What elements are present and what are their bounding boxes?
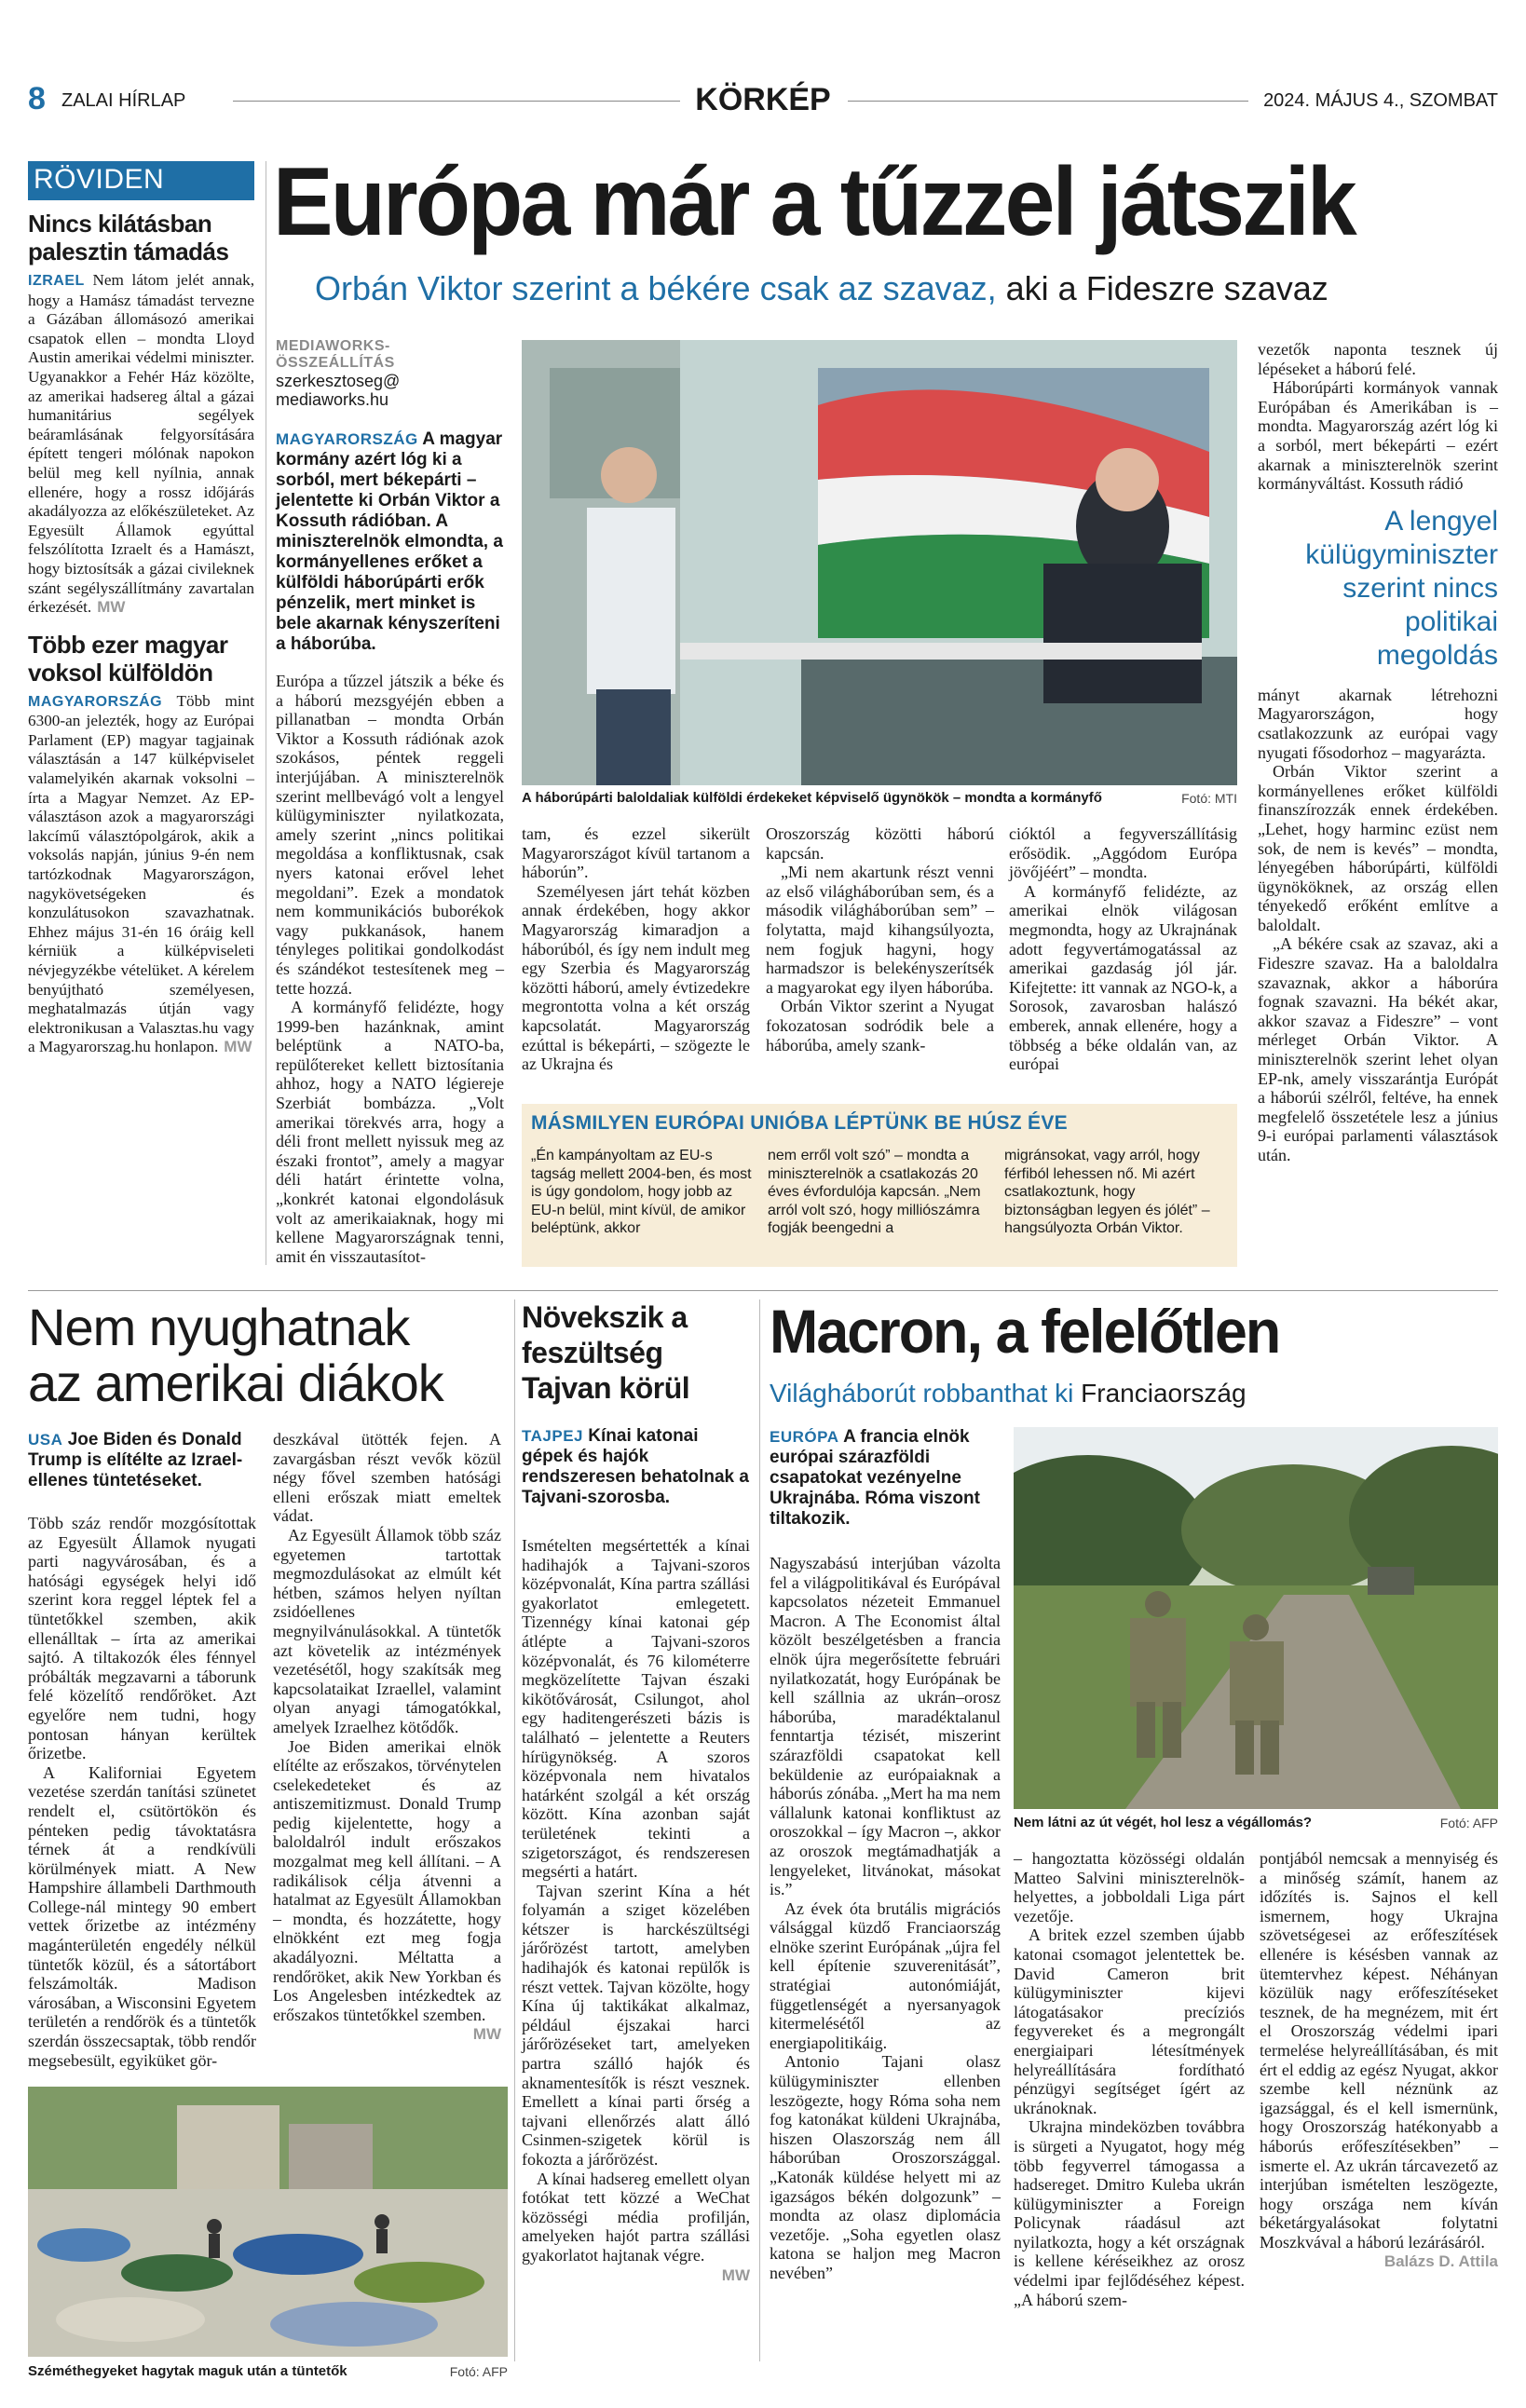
taiwan-lead-text: Kínai katonai gépek és hajók rendszeresen behatolnak a Tajvani-szorosba. — [522, 1426, 749, 1507]
taiwan-body — [522, 1536, 750, 2285]
usa-photo-illustration — [28, 2087, 508, 2357]
main-col-1-body — [276, 672, 504, 1266]
macron-subhead-rest: Franciaország — [1073, 1379, 1247, 1408]
roviden-item-2-text — [28, 692, 254, 1057]
main-col-1 — [276, 338, 504, 1266]
usa-col-2-p3: Joe Biden amerikai elnök elítélte az erőszakos, törvénytelen cselekedeteket és az antiszemitizmust. Donald Trump pedig kijelentette, hogy a baloldalról indult erőszakos mozgalmat meg kell állítani. – A radikálisok célja átvenni a hatalmat az Egyesült Államokban – mondta, és hozzátette, hogy elnökként ezt meg fogja akadályozni. Méltatta a rendőröket, akik New Yorkban és Los Angelesben intézkedtek az erőszakos tüntetőkkel szemben. — [273, 1736, 501, 2024]
main-col-5-p4: Orbán Viktor szerint a kormányellenes erőket külföldi finanszírozzák ennek érdekében. „Lehet, hogy harminc ezüst nem sok, de nem is kevés” – mondta, lényegében háborúpárti, külföldi ügynököknek, az ország ellen tényekedő erőként említve a baloldalt. — [1258, 762, 1498, 934]
taiwan-p3: A kínai hadsereg emellett olyan fotókat tett közzé a WeChat közösségi média profilján, amelyeken hajót partra szállási gyakorlatot hajtanak végre. — [522, 2169, 750, 2265]
main-col-4 — [1009, 824, 1237, 1074]
roviden-item-1-title: Nincs kilátásban palesztin támadás — [28, 210, 229, 265]
main-col-5-p5: „A békére csak az szavaz, aki a Fideszre szavaz. Ha a baloldalra szavaznak, akkor a háborúra fognak szavazni. Ha békét akar, akkor szavaz a Fideszre” – vont mérleget Orbán Viktor. A miniszterelnök szerint lehet olyan EP-nk, amely visszarántja Európát a háborúi szélről, feltéve, ha ennek megfelelő összetétele lesz a június 9-i európai parlamenti választások után. — [1258, 934, 1498, 1164]
main-subhead-blue: Orbán Viktor szerint a békére csak az szavaz, — [315, 269, 997, 307]
taiwan-headline: Növekszik a feszültség Tajvan körül — [522, 1300, 690, 1405]
roviden-item-2-sig: MW — [224, 1038, 252, 1056]
usa-lead-text: Joe Biden és Donald Trump is elítélte az Izrael-ellenes tüntetéseket. — [28, 1430, 243, 1490]
roviden-label: RÖVIDEN — [28, 161, 254, 200]
main-photo-caption — [522, 790, 1237, 807]
usa-col-1-p1: Több száz rendőr mozgósítottak az Egyesült Államok nyugati parti nagyvárosában, és a hatósági egységek helyi idő szerint kora reggel léptek fel a tüntetőkkel szemben, akik ellenálltak – írta az amerikai sajtó. A tiltakozók éles fénnyel próbálták megzavarni a táborunk felé közelítő rendőröket. Azt egyelőre nem tudni, hogy pontosan hányan kerültek őrizetbe. — [28, 1514, 256, 1763]
main-col-3 — [766, 824, 994, 1054]
section-title: KÖRKÉP — [695, 82, 831, 117]
macron-col-3 — [1260, 1849, 1498, 2272]
macron-col-2-p3: Ukrajna mindeközben továbbra is sürgeti a Nyugatot, hogy még több fegyverrel támogassa a hadsereget. Dmitro Kuleba ukrán külügyminiszter a Foreign Policynak ráadásul azt nyilatkozta, hogy a két országnak is kellene kéréseikhez az orosz védelmi ipar fejlődéséhez képest. „A háború szem- — [1014, 2117, 1245, 2309]
main-col-5-p1: vezetők naponta tesznek új lépéseket a háború felé. — [1258, 340, 1498, 378]
main-byline-org: MEDIAWORKS-ÖSSZEÁLLÍTÁS — [276, 338, 395, 371]
eu-box-col-3: migránsokat, vagy arról, hogy férfiból lehessen nő. Mi azért csatlakoztunk, hogy biztonságban legyen és jólét” – hangsúlyozta Orbán Viktor. — [1004, 1148, 1210, 1237]
usa-sig: MW — [472, 2025, 501, 2044]
usa-photo-credit: Fotó: AFP — [449, 2364, 508, 2379]
usa-lead — [28, 1430, 256, 1491]
macron-lead — [770, 1427, 1001, 1530]
taiwan-kicker: TAJPEJ — [522, 1427, 583, 1445]
usa-headline-line-2: az amerikai diákok — [28, 1354, 443, 1412]
macron-subhead-blue: Világháborút robbanthat ki — [770, 1379, 1074, 1408]
macron-subhead — [770, 1379, 1498, 1408]
macron-sig: Balázs D. Attila — [1383, 2252, 1498, 2271]
usa-col-1-p2: A Kaliforniai Egyetem vezetése szerdán tanítási szünetet rendelt el, csütörtökön és pénteken pedig távoktatásra térnek át a rendkívüli körülmények miatt. A New Hampshire állambeli Darthmouth College-nál mintegy 90 embert vettek őrizetbe az intézmény magánterületén engedély nélkül tüntetők közül, és a sátortábort felszámolták. Madison városában, a Wisconsini Egyetem területén a rendőrök és a tüntetők szerdán összecsaptak, több rendőr megsebesült, egyiküket gör- — [28, 1762, 256, 2070]
main-subhead — [315, 270, 1507, 307]
macron-photo — [1014, 1427, 1498, 1809]
paper-name: ZALAI HÍRLAP — [61, 90, 186, 111]
macron-headline: Macron, a felelőtlen — [770, 1297, 1280, 1366]
macron-col-1-p3: Antonio Tajani olasz külügyminiszter ellenben leszögezte, hogy Róma soha nem fog katonákat küldeni Ukrajnába, hiszen Olaszország nem áll háborúban Oroszországgal. „Katonák küldése helyett mi az igazságos békén dolgozunk” – mondta az olasz diplomácia vezetője. „Soha egyetlen olasz katona se haljon meg Macron nevében” — [770, 2052, 1001, 2282]
main-col-5-p2: Háborúpárti kormányok vannak Európában és Amerikában is – mondta. Magyarország azért lóg ki a sorból, mert békepárti – ezért akarnak a miniszterelnök szerint kormányváltást. Kossuth rádió — [1258, 378, 1498, 494]
main-subhead-rest: aki a Fideszre szavaz — [996, 269, 1328, 307]
page-number: 8 — [28, 81, 46, 116]
roviden-item-1-kicker: IZRAEL — [28, 273, 85, 289]
usa-divider — [514, 1299, 515, 2361]
macron-col-1 — [770, 1427, 1001, 2283]
eu-box-col-1: „Én kampányoltam az EU-s tagság mellett 2004-ben, és most is úgy gondolom, hogy jobb az EU-n belül, mint kívül, de amikor beléptünk, akkor — [531, 1148, 752, 1237]
roviden-item-1-text — [28, 271, 254, 618]
usa-col-2-p2: Az Egyesült Államok több száz egyetemen tartottak megmozdulásokat az elmúlt két hétben, számos helyen nyíltan zsidóellenes megnyilvánulásokkal. A tüntetők azt követelik az intézmények vezetésétől, hogy szakítsák meg kapcsolataikat Izraellel, valamint olyan anyagi támogatókkal, amelyek Izraelhez kötődők. — [273, 1525, 501, 1736]
usa-kicker: USA — [28, 1431, 63, 1449]
main-lead-text: A magyar kormány azért lóg ki a sorból, mert békepárti – jelentette ki Orbán Viktor a Kossuth rádióban. A miniszterelnök elmondta, a kormányellenes erőket a külföldi háborúpárti erők pénzelik, mert minket is bele akarnak kényszeríteni a háborúba. — [276, 429, 503, 654]
macron-col-2-p1: – hangoztatta közösségi oldalán Matteo Salvini miniszterelnök-helyettes, a jobboldali Liga párt vezetője. — [1014, 1849, 1245, 1925]
macron-col-1-p1: Nagyszabású interjúban vázolta fel a világpolitikával és Európával kapcsolatos nézeteit Emmanuel Macron. A The Economist által közölt beszélgetésben a francia elnök újra megerősítette februári nyilatkozatát, hogy Európának be kell szállnia az ukrán–orosz háborúba, maradéktalanul fenntartja tézisét, miszerint szárazföldi csapatokat kell beküldenie az európaiaknak a háborús zónába. „Mert ha ma nem vállalunk katonai konfliktust az oroszokkal – így Macron –, akkor az oroszok megtámadhatják a lengyeleket, litvánokat, másokat is.” — [770, 1554, 1001, 1899]
eu-box — [522, 1104, 1237, 1267]
taiwan-p1: Ismételten megsértették a kínai hadihajók a Tajvani-szoros középvonalát, Kína partra szállási gyakorlatot emlegetett. Tizennégy kínai katonai gép átlépte a Tajvani-szoros középvonalát, és 76 kilométerre megközelítette Tajvan északi kikötővárosát, Csilungot, ahol egy haditengerészeti bázis is található – jelentette a Reuters hírügynökség. A szoros középvonala nem hivatalos határként szolgál a két ország között. Kína azonban saját területének tekinti a szigetországot, és rendszeresen megsérti a határt. — [522, 1536, 750, 1882]
roviden-item-1-sig: MW — [97, 598, 126, 617]
macron-photo-credit: Fotó: AFP — [1439, 1816, 1498, 1830]
roviden-item-2-body: Több mint 6300-an jelezték, hogy az Európai Parlament (EP) magyar tagjainak választásán a 147 külképviselet valamelyikén akarnak voksolni – írta a Magyar Nemzet. Az EP-választáson azok a magyarországi lakcímű választópolgárok, akik a voksolás napján, június 9-én nem tartózkodnak Magyarországon, nagykövetségeken és konzulátusokon szavazhatnak. Ehhez május 31-én 16 óráig kell kérniük a külképviseleti névjegyzékbe vételüket. A kérelem benyújtható személyesen, meghatalmazás útján vagy elektronikusan a Valasztas.hu vagy a Magyarorszag.hu honlapon. — [28, 691, 254, 1056]
usa-headline-line-1: Nem nyughatnak — [28, 1298, 410, 1356]
main-photo-illustration — [522, 340, 1237, 785]
main-byline-email-1: szerkesztoseg@ — [276, 372, 401, 390]
usa-photo-caption-text: Széméthegyeket hagytak maguk után a tüntetők — [28, 2363, 347, 2379]
roviden-item-2-kicker: MAGYARORSZÁG — [28, 693, 163, 710]
main-col-4-p2: A kormányfő felidézte, az amerikai elnök világosan megmondta, hogy az Ukrajnának adott fegyvertámogatással az amerikai gazdaság jól jár. Kifejtette: itt vannak az NGO-k, a Sorosok, zavarosban halászó emberek, annak ellenére, hogy a többség a béke oldalán van, az európai — [1009, 881, 1237, 1074]
usa-photo-caption — [28, 2363, 508, 2380]
main-photo-credit: Fotó: MTI — [1181, 791, 1237, 806]
main-col-3-p3: Orbán Viktor szerint a Nyugat fokozatosan sodródik bele a háborúba, amely szank- — [766, 997, 994, 1054]
macron-photo-caption-text: Nem látni az út végét, hol lesz a végállomás? — [1014, 1815, 1313, 1830]
taiwan-column — [522, 1299, 750, 2285]
main-col-5-bottom — [1258, 686, 1498, 1165]
main-col-5-top — [1258, 340, 1498, 494]
header-rule-right — [848, 101, 1248, 102]
main-col-1-p1: Európa a tűzzel játszik a béke és a háború mezsgyéjén ebben a pillanatban – mondta Orbán Viktor a Kossuth rádiónak azok szokásos, péntek reggeli interjújában. A miniszterelnök szerint mellbevágó volt a lengyel külügyminiszter nyilatkozata, amely szerint „nincs politikai megoldása a konfliktusnak, csak nyers katonai erővel lehet megoldani”. Ezek a mondatok nem kommunikációs buborékok vagy pukkanások, hanem tényleges politikai gondolkodást és szándékot testesítenek meg – tette hozzá. — [276, 672, 504, 998]
macron-col-1-p2: Az évek óta brutális migrációs válsággal küzdő Franciaország elnöke szerint Európának „újra fel kell építenie szuverenitását”, stratégiai autonómiáját, függetlenségét a nyersanyagok kitermelésétől az energiapolitikáig. — [770, 1898, 1001, 2052]
main-kicker: MAGYARORSZÁG — [276, 430, 418, 448]
main-photo — [522, 340, 1237, 785]
main-photo-caption-text: A háborúpárti baloldaliak külföldi érdekeket képviselő ügynökök – mondta a kormányfő — [522, 790, 1102, 806]
main-col-3-p2: „Mi nem akartunk részt venni az első világháborúban sem, és a második világháborúban sem” – folytatta, majd kihangsúlyozta, nem fogjuk hagyni, hogy harmadszor is belekényszerítsék a magyarokat egy ilyen háborúba. — [766, 863, 994, 997]
roviden-item-2 — [28, 631, 254, 1057]
macron-col-2 — [1014, 1849, 1245, 2309]
macron-col-3-p1: pontjából nemcsak a mennyiség és a minőség számít, hanem az időzítés is. Sajnos el kell ismernem, hogy Ukrajna szövetségesei az erőfeszítések ellenére is késésben vannak az ütemtervhez képest. Néhányan közülük nagy erőfeszítéseket tesznek, de ha megnézem, mit ért el Oroszország védelmi ipari termelése helyreállításában, és mit ért el eddig az egész Nyugat, akkor szembe kell néznünk az igazsággal, és el kell ismernünk, hogy Oroszország hatékonyabb a háborús erőfeszítésekben” – ismerte el. Az ukrán tárcavezető az interjúban ismételten leszögezte, hogy országa nem kíván béketárgyalásokat folytatni Moszkvával a háború lezárásáról. — [1260, 1849, 1498, 2252]
macron-col-1-body — [770, 1554, 1001, 2283]
roviden-item-2-title: Több ezer magyar voksol külföldön — [28, 630, 228, 687]
taiwan-lead — [522, 1426, 750, 1508]
main-col-3-p1: Oroszország közötti háború kapcsán. — [766, 824, 994, 863]
main-col-2 — [522, 824, 750, 1074]
main-lead — [276, 429, 504, 655]
eu-box-title: MÁSMILYEN EURÓPAI UNIÓBA LÉPTÜNK BE HÚSZ ÉVE — [531, 1112, 1068, 1134]
roviden-item-1 — [28, 210, 254, 618]
usa-col-2-p1: deszkával ütötték fejen. A zavargásban részt vevők közül négy fővel szemben hatósági elleni erőszak miatt emeltek vádat. — [273, 1430, 501, 1526]
main-col-5-p3: mányt akarnak létrehozni Magyarországon, hogy csatlakozzunk az európai vagy nyugati fősodorhoz – magyarázta. — [1258, 685, 1498, 762]
main-bottom-rule — [28, 1290, 1498, 1291]
issue-date: 2024. MÁJUS 4., SZOMBAT — [1263, 90, 1498, 111]
taiwan-divider — [759, 1299, 760, 2361]
main-col-2-p1: tam, és ezzel sikerült Magyarországot kívül tartanom a háborún”. — [522, 824, 750, 882]
macron-kicker: EURÓPA — [770, 1428, 839, 1446]
roviden-column — [28, 161, 254, 1279]
usa-col-2 — [273, 1430, 501, 2045]
macron-col-2-p2: A britek ezzel szemben újabb katonai csomagot jelentettek be. David Cameron brit külügyminiszter kijevi látogatásakor precíziós fegyvereket és a megrongált energiaipari létesítmények helyreállítására fordítható pénzügyi segítséget ígért az ukránoknak. — [1014, 1925, 1245, 2117]
macron-lead-text: A francia elnök európai szárazföldi csapatokat vezényelne Ukrajnába. Róma viszont tiltakozik. — [770, 1427, 980, 1529]
roviden-item-1-body: Nem látom jelét annak, hogy a Hamász támadást tervezne a Gázában állomásozó amerikai csapatok ellen – mondta Lloyd Austin amerikai védelmi miniszter. Ugyanakkor a Fehér Ház közölte, az amerikai hadsereg által a gázai humanitárius segélyek beáramlásának felgyorsítására épített tengeri mólónak napokon belül meg kell nyílnia, annak ellenére, hogy a rossz időjárás akadályozza az előkészületeket. Az Egyesült Államok egyúttal felszólította Izraelt és a Hamászt, hogy biztosítsák a gázai civileknek szánt segélyszállítmány zavartalan érkezését. — [28, 271, 254, 617]
main-col-4-p1: cióktól a fegyverszállításig erősödik. „Aggódom Európa jövőjéért” – mondta. — [1009, 824, 1237, 882]
usa-col-1 — [28, 1514, 256, 2070]
main-byline-email-2: mediaworks.hu — [276, 390, 389, 409]
header-rule-left — [233, 101, 680, 102]
macron-photo-caption — [1014, 1815, 1498, 1831]
main-pullquote: A lengyel külügyminiszter szerint nincs politikai megoldás — [1305, 505, 1498, 671]
taiwan-p2: Tajvan szerint Kína a hét folyamán a sziget közelében kétszer is harckészültségi járőrözést tartott, amelyben hadihajók és katonai repülők is részt vettek. Tajvan közölte, hogy Kína új taktikákat alkalmaz, például éjszakai harci járőrözéseket tart, amelyeken partra szálló hajók és aknamentesítők is részt vesznek. Emellett a kínai parti őrség a tajvani ellenőrzés alatt álló Csinmen-szigetek körül is fokozta a járőrözést. — [522, 1881, 750, 2169]
main-col-2-p2: Személyesen járt tehát közben annak érdekében, hogy akkor Magyarország kimaradjon a háborúból, és így nem indult meg egy Szerbia és Magyarország közötti háború, amely évtizedekre megrontotta volna a két ország kapcsolatát. Magyarország ezúttal is békepárti, – szögezte le az Ukrajna és — [522, 881, 750, 1074]
main-col-5 — [1258, 340, 1498, 1165]
main-col-1-p2: A kormányfő felidézte, hogy 1999-ben hazánknak, amint beléptünk a NATO-ba, repülőtereket kellett biztosítania ahhoz, hogy a NATO légiereje Szerbiát bombázza. „Volt amerikai törekvés arra, hogy a déli front mellett nyissuk meg az északi frontot”, amely a magyar déli határt érintette volna, „konkrét katonai elgondolásuk volt az amerikaiaknak, hogy mi kellene Magyarországnak tenni, amit én visszautasítot- — [276, 998, 504, 1266]
taiwan-sig: MW — [721, 2265, 750, 2284]
main-headline: Európa már a tűzzel játszik — [273, 148, 1355, 256]
macron-photo-illustration — [1014, 1427, 1498, 1809]
eu-box-col-2: nem erről volt szó” – mondta a miniszterelnök a csatlakozás 20 éves évfordulója kapcsán. „Nem arról volt szó, hogy milliószámra fogják beengedni a — [768, 1148, 981, 1237]
usa-photo — [28, 2087, 508, 2357]
usa-headline — [28, 1299, 522, 1411]
